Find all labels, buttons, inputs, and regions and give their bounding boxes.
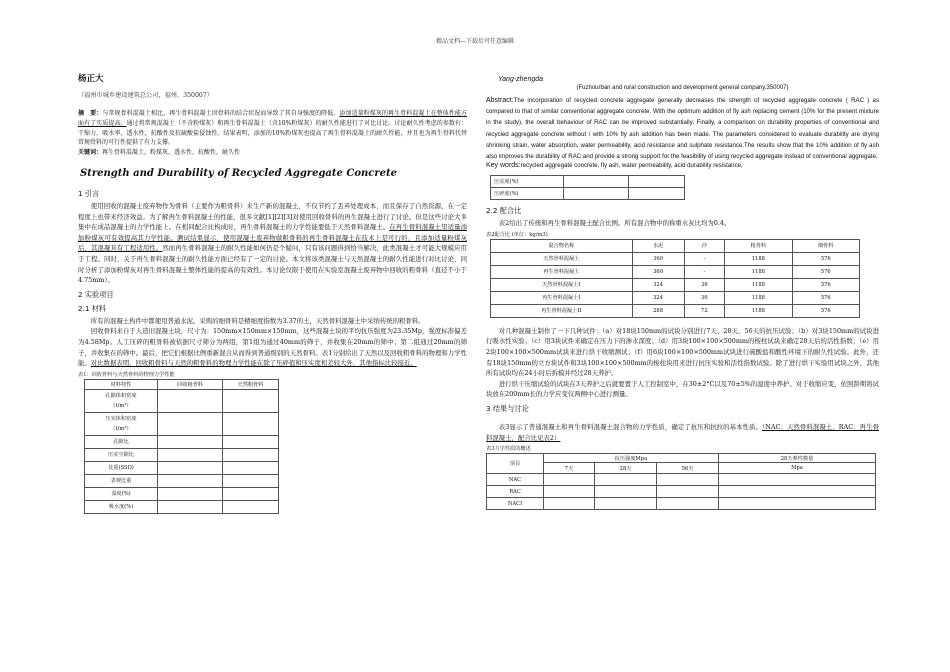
section-results-heading: 3 结果与讨论 <box>486 403 529 413</box>
specimens-paragraph-1: 对几种混凝土制作了一下几种试件：（a）对18块150mm的试块分别进行7天、28天、56天的抗压试验；（b）对3块150mm的试块进行吸水性实验；（c）用3块试件来确定在压力下的渗水深度；（d）用3块100×100×500mm的梭柱试块来确定28天后的活性指数；（e）用2块100×100×500mm试块来进行烘干收缩测试；（f）用6块100×100×500mm试块进行硫酸盐和酸性环境下的耐久性试验。此外，还有18块150mm的立方块试件和3块100×100×500mm的梭柱块用来进行抗压实验和活性指数试验。除了进行烘干实验用试块之外，其他所有试块均在24小时后拆模并经过28天养护。 <box>486 326 879 378</box>
table-row: 再生骨料混凝土II 288 72 1188 576 <box>491 304 860 317</box>
table-row: RAC <box>487 486 876 498</box>
table-header-row: 混合物名称 水泥 沙 粗骨料 细骨料 <box>491 239 860 252</box>
table-row: 压实体积密度 （t/m³） <box>85 412 279 435</box>
table1-caption: 表1：回收骨料与天然骨料的物理力学性能 <box>78 371 175 378</box>
table-row: 天然骨料混凝土I 324 36 1188 576 <box>491 278 860 291</box>
materials-paragraph-2: 回收骨料来自于人造旧混凝土块，尺寸为：150mm×150mm×150mm，这些混凝土块的平均抗压强度为23.35Mp，强度标准偏差为4.58Mp。人工压碎的粗骨料被依据尺寸筛分为两组，第1组为通过40mm的筛子，并收集在20mm的筛中；第二组通过20mm的筛子，并收集在的筛中。最后，把它们根据比例重新混合从而得到普通级别的天然骨料。表1分别给出了天然以及回收粗骨料的物理和力学性能。对比数据表明，回收粗骨料与天然的粗骨料的物理力学性能在除了压碎值和压实度相差较大外，其他指标比较接近。 <box>78 327 467 368</box>
keywords-en: Key words:recycled aggregate concrete, fly ash, water permeability, acid durability resistance, <box>486 162 743 170</box>
abstract-underline: 添加适量粉煤灰的再生骨料混凝土在整体性能方面有了实质提高。 <box>78 110 467 127</box>
section-experiment-heading: 2 实验项目 <box>78 289 114 299</box>
table-row: 吸水度(%) <box>85 500 279 513</box>
table-row: NAC <box>487 474 876 486</box>
table-header-row: 7天 28天 56天 Mpa <box>487 463 876 474</box>
table-row: 湿度(%) <box>85 487 279 500</box>
section-intro-heading: 1 引言 <box>78 188 100 198</box>
intro-paragraph: 使用回收的混凝土废弃物作为骨料（主要作为粗骨料）来生产新的混凝土，不仅节约了丢弃处理成本，而且保存了自然资源，在一定程度上也带来经济效益。为了解再生骨料混凝土的性能，很多文献[1][2][3]对使用回收骨料的再生混凝土进行了讨论。但是这些讨论大多集中在成品混凝土的力学性能上。在相同配合比构成时，再生骨料混凝土的力学性能要低于天然骨料混凝土。在再生骨料混凝土里适量添加粉煤灰可有效提高其力学性能。测试结果显示，使用混凝土废弃物做粗骨料的再生骨料混凝土在技术上是可行的，且添加适量粉煤灰后，其混凝具有工程适用性。然而再生骨料混凝土的耐久性能如何仍是个疑问，只有该问题得到恰当解决，此类混凝土才可能大规模应用于工程。同时，关于再生骨料混凝土的耐久性能方面已经有了一定的讨论。本文将该类混凝土与天然混凝土的耐久性能进行对比讨论，同时分析了添加粉煤灰对再生骨料混凝土整体性能的提高的有效性。本讨论仅限于使用在实验室混凝土废弃物中回收的粗骨料（直径不小于4.75mm）。 <box>78 201 468 285</box>
table-row: 再生骨料混凝土 360 - 1188 576 <box>491 265 860 278</box>
page-header: 精品文档---下载后可任意编辑 <box>435 38 515 45</box>
section-materials-heading: 2.1 材料 <box>78 303 107 313</box>
abstract-label: 摘 要： <box>78 110 103 117</box>
table-row: 压碎度(%) <box>491 188 685 200</box>
table-row: 压实空隙比 <box>85 448 279 461</box>
english-title: Strength and Durability of Recycled Aggregate Concrete <box>80 167 397 179</box>
table-row: 孔隙比 <box>85 435 279 448</box>
section-mix-heading: 2.2 配合比 <box>486 206 522 216</box>
author-name: 杨正大 <box>78 74 104 84</box>
specimens-paragraph-2: 进行烘干压缩试验的试块在3天养护之后就要置于人工控制室中，在30±2°C以及70±5%的湿度中养护。对于收缩应变，依照龄期将试块放在200mm长的力学应变仪两侧中心进行测量。 <box>486 379 879 399</box>
abstract-en: Abstract:The incorporation of recycled concrete aggregate generally decreases the strength of recycled aggregate concrete ( RAC ) as compared to that of similar conventional aggregate concrete. With the optimum addition of fly ash replacing cement (10% for the present mixture in the study), the overall behaviour of RAC can be improved substantially. Finally, a comparison on durability properties of conventional and recycled aggregate concrete without / with 10% fly ash addition has been made. The parameters considered to evaluate durability are drying shrinking strain, water absorption, water permeability, acid resistance and sulphate resistance.The results show that the 10% addition of fly ash also improves the durability of RAC and provide a strong support for the feasibility of using recycled aggregate instead of conventional aggregate. <box>486 97 879 161</box>
materials-paragraph-1: 所有的混凝土构件中都使用普通水泥。采购的细骨料是精细度指数为3.37的土，天然骨料混凝土中采纳传统的粗骨料。 <box>90 316 425 325</box>
table-row: 孔隙体积密度 （t/m³） <box>85 389 279 412</box>
table-row: 表观比重 <box>85 474 279 487</box>
mix-paragraph: 表2给出了传统和再生骨料混凝土配合比例。所有混合物中的称重水灰比均为0.4。 <box>498 219 731 228</box>
abstract-cn: 摘 要：与常规骨料混凝土相比，再生骨料混凝土因骨料的结合状况而导致了其自身强度的降低。添加适量粉煤灰的再生骨料混凝土在整体性能方面有了实质提高。通过将常规混凝土（不含粉煤灰）和再生骨料混凝土（含10%粉煤灰）的耐久性能进行了对比讨论。讨论耐久性考虑的参数有：干缩力，吸水率，透水性，抗酸性及抗硫酸盐侵蚀性。结果表明，添加的10%粉煤灰也提高了再生骨料混凝土的耐久性能，并且也为再生骨料代替常规骨料的可行性提供了有力支撑。 <box>78 110 467 147</box>
english-affiliation: (Fuzhourban and rural construction and development general company.350007) <box>576 85 789 91</box>
keywords-cn: 关键词：再生骨料混凝土，粉煤灰，透水性，抗酸性，耐久性 <box>78 149 241 157</box>
table3-caption: 表3力学性质的概述 <box>486 446 531 453</box>
table2 <box>490 239 860 318</box>
table-header-row: 材料特性 回收粗骨料 天然粗骨料 <box>85 379 279 389</box>
table-row: 再生骨料混凝土I 324 36 1188 576 <box>491 291 860 304</box>
english-author: Yang-zhengda <box>498 76 544 83</box>
table-row: 压实度(%) <box>491 176 685 188</box>
left-column <box>78 62 467 514</box>
right-column <box>486 70 879 510</box>
results-paragraph: 表3显示了普通混凝土和再生骨料混凝土混合物的力学性质，确定了抗压和抗拉的基本性质。（NAC：天然骨料混凝土，RAC：再生骨料混凝土，配合比见表2） <box>486 422 879 442</box>
table-header-row: 项目 抗压强度Mpa 28天弹性模量 <box>487 454 876 463</box>
table-row: NACI <box>487 498 876 510</box>
table-row: 比重(SSD) <box>85 461 279 474</box>
table-row: 天然骨料混凝土 360 - 1188 576 <box>491 252 860 265</box>
table1-continued <box>490 175 685 200</box>
table2-caption: 表2配合比 (单位：kg/m3) <box>486 231 548 238</box>
table3 <box>486 453 876 510</box>
affiliation: （福州市城乡建设建筑总公司，福州，350007） <box>78 92 213 99</box>
table1 <box>84 379 279 514</box>
